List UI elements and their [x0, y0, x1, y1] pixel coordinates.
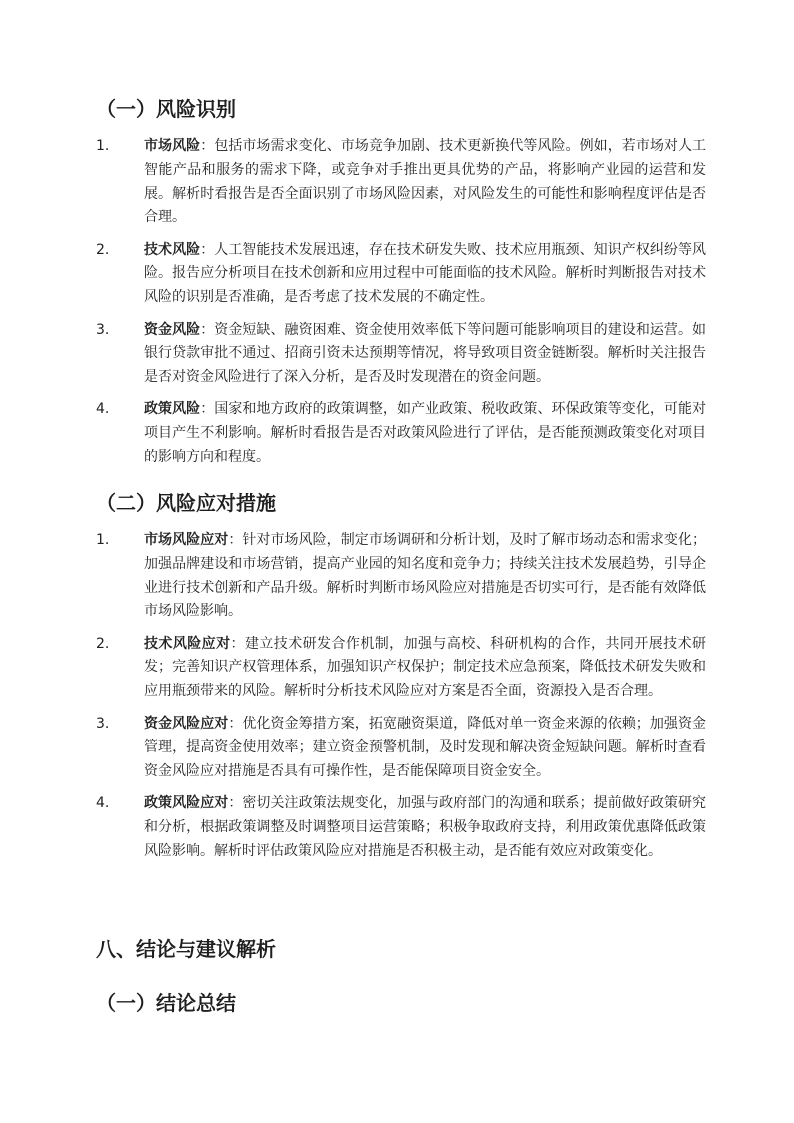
- section-heading-risk-identification: （一）风险识别: [96, 97, 236, 121]
- item-text: 国家和地方政府的政策调整，如产业政策、税收政策、环保政策等变化，可能对项目产生不利影响。解析时看报告是否对政策风险进行了评估，是否能预测政策变化对项目的影响方向和程度。: [144, 401, 707, 466]
- item-text: 资金短缺、融资困难、资金使用效率低下等问题可能影响项目的建设和运营。如银行贷款审批不通过、招商引资未达预期等情况，将导致项目资金链断裂。解析时关注报告是否对资金风险进行了深入分析，是否及时发现潜在的资金问题。: [144, 321, 707, 386]
- item-term: 技术风险: [144, 241, 201, 258]
- list-item: [96, 529, 706, 624]
- item-number: 1.: [96, 532, 110, 548]
- list-item: [96, 713, 706, 784]
- item-text: 针对市场风险，制定市场调研和分析计划，及时了解市场动态和需求变化；加强品牌建设和市场营销，提高产业园的知名度和竞争力；持续关注技术发展趋势，引导企业进行技术创新和产品升级。解析时判断市场风险应对措施是否切实可行，是否能有效降低市场风险影响。: [144, 532, 707, 620]
- item-separator: ：: [200, 401, 215, 418]
- list-item: [96, 239, 706, 310]
- section-heading-risk-response: （二）风险应对措施: [96, 491, 276, 515]
- list-item: [96, 319, 706, 390]
- chapter-heading: 八、结论与建议解析: [96, 937, 276, 961]
- item-separator: ：: [228, 795, 243, 812]
- item-number: 2.: [96, 241, 110, 258]
- item-term: 资金风险应对: [144, 715, 229, 732]
- item-separator: ：: [200, 241, 215, 258]
- item-number: 2.: [96, 635, 110, 652]
- item-term: 政策风险: [144, 401, 201, 418]
- risk-identification-list: [96, 135, 706, 478]
- item-number: 4.: [96, 401, 110, 418]
- item-text: 人工智能技术发展迅速，存在技术研发失败、技术应用瓶颈、知识产权纠纷等风险。报告应分析项目在技术创新和应用过程中可能面临的技术风险。解析时判断报告对技术风险的识别是否准确，是否考虑了技术发展的不确定性。: [144, 241, 707, 306]
- item-term: 市场风险应对: [144, 532, 229, 548]
- list-item: [96, 135, 706, 230]
- item-number: 4.: [96, 795, 110, 812]
- item-separator: ：: [228, 532, 243, 548]
- item-term: 政策风险应对: [144, 795, 229, 812]
- item-separator: ：: [230, 635, 245, 652]
- item-text: 密切关注政策法规变化，加强与政府部门的沟通和联系；提前做好政策研究和分析，根据政策调整及时调整项目运营策略；积极争取政府支持，利用政策优惠降低政策风险影响。解析时评估政策风险应对措施是否积极主动，是否能有效应对政策变化。: [144, 795, 707, 860]
- item-text: 优化资金筹措方案，拓宽融资渠道，降低对单一资金来源的依赖；加强资金管理，提高资金使用效率；建立资金预警机制，及时发现和解决资金短缺问题。解析时查看资金风险应对措施是否具有可操作性，是否能保障项目资金安全。: [144, 715, 707, 780]
- item-term: 技术风险应对: [144, 635, 231, 652]
- list-item: [96, 792, 706, 863]
- item-separator: ：: [200, 138, 215, 154]
- item-text: 建立技术研发合作机制，加强与高校、科研机构的合作，共同开展技术研发；完善知识产权管理体系，加强知识产权保护；制定技术应急预案，降低技术研发失败和应用瓶颈带来的风险。解析时分析技术风险应对方案是否全面，资源投入是否合理。: [144, 635, 707, 700]
- list-item: [96, 398, 706, 469]
- section-heading-conclusion-summary: （一）结论总结: [96, 991, 236, 1015]
- item-number: 3.: [96, 715, 110, 732]
- item-number: 1.: [96, 138, 110, 154]
- item-term: 市场风险: [144, 138, 201, 154]
- item-number: 3.: [96, 321, 110, 338]
- item-term: 资金风险: [144, 321, 201, 338]
- item-separator: ：: [200, 321, 215, 338]
- list-item: [96, 633, 706, 704]
- item-separator: ：: [228, 715, 243, 732]
- item-text: 包括市场需求变化、市场竞争加剧、技术更新换代等风险。例如，若市场对人工智能产品和服务的需求下降，或竞争对手推出更具优势的产品，将影响产业园的运营和发展。解析时看报告是否全面识别了市场风险因素，对风险发生的可能性和影响程度评估是否合理。: [144, 138, 707, 226]
- risk-response-list: [96, 529, 706, 872]
